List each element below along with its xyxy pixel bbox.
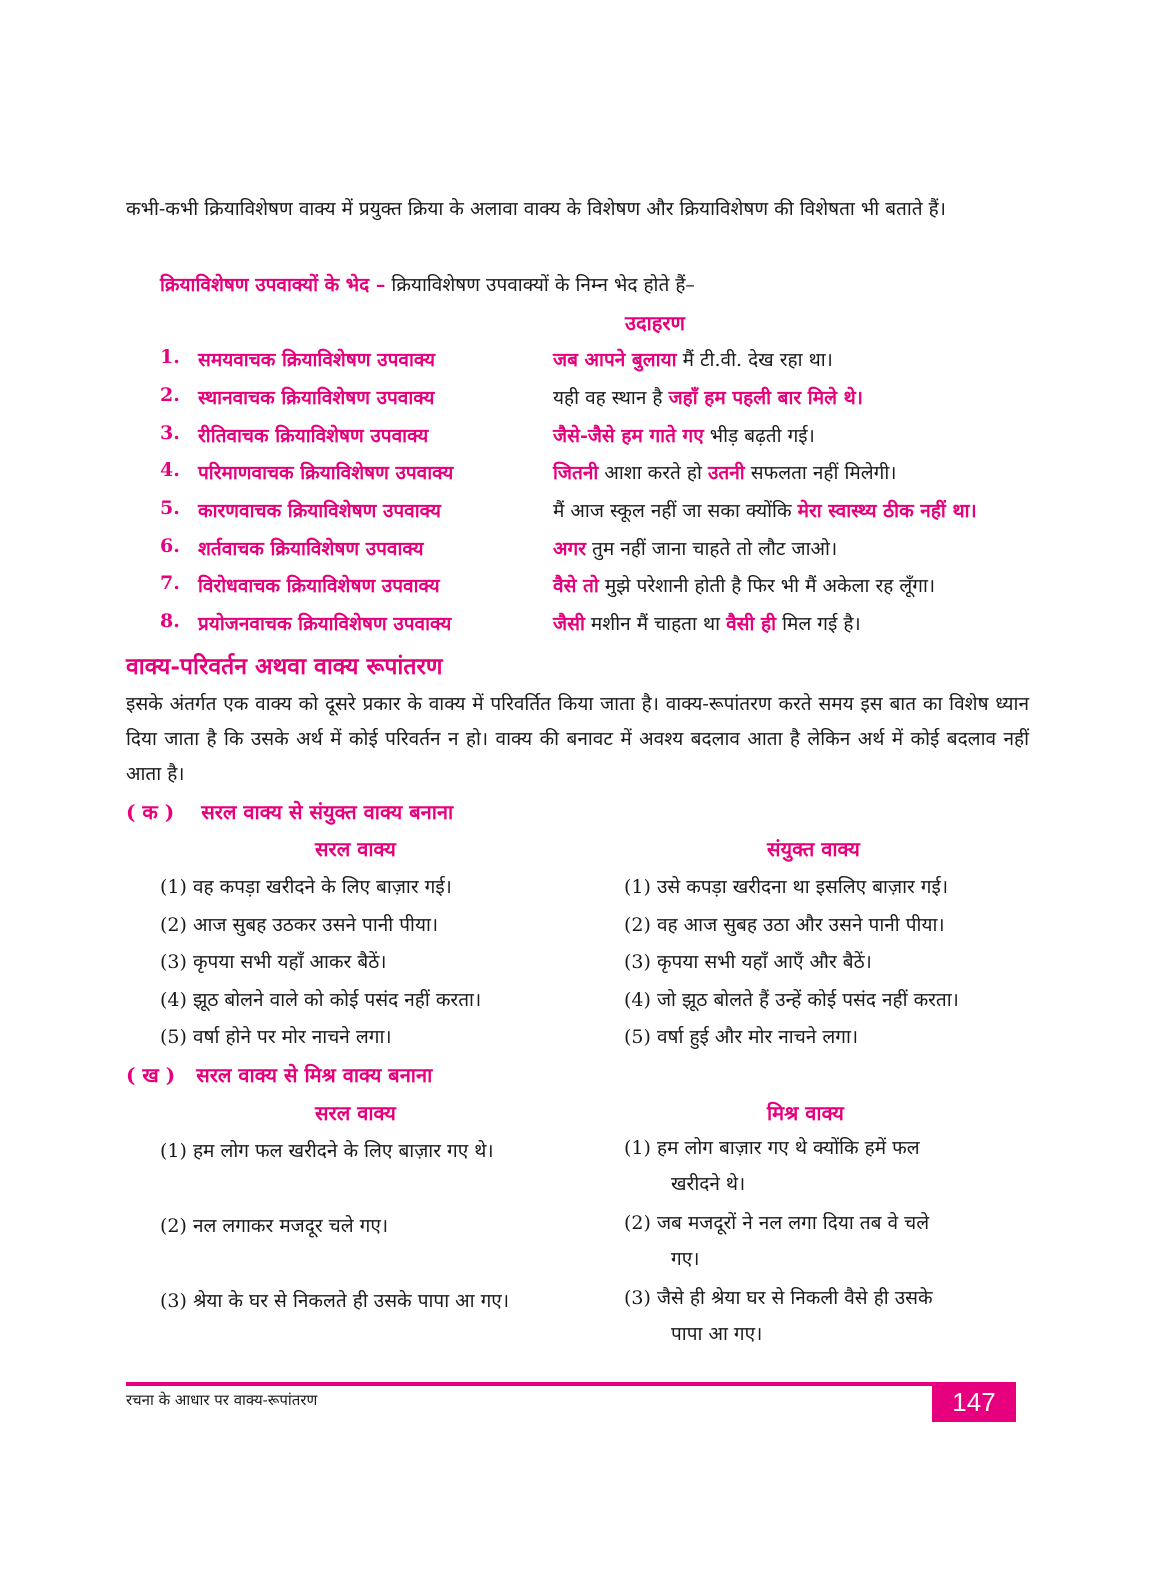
type-number: 8.	[160, 610, 180, 632]
example-highlight: जब आपने बुलाया	[553, 349, 677, 371]
list-item	[624, 1280, 1014, 1352]
list-item-line: खरीदने थे।	[671, 1173, 746, 1195]
example-text: मुझे परेशानी होती है फिर भी मैं अकेला रह लूँगा।	[598, 575, 936, 597]
list-item: (1) उसे कपड़ा खरीदना था इसलिए बाज़ार गई।	[624, 876, 949, 898]
type-name: शर्तवाचक क्रियाविशेषण उपवाक्य	[198, 538, 424, 560]
type-name: प्रयोजनवाचक क्रियाविशेषण उपवाक्य	[198, 613, 452, 635]
type-number: 7.	[160, 572, 180, 594]
type-name: विरोधवाचक क्रियाविशेषण उपवाक्य	[198, 575, 440, 597]
list-item: (1) हम लोग फल खरीदने के लिए बाज़ार गए थे।	[160, 1140, 494, 1162]
types-heading-line	[160, 271, 695, 297]
example-highlight: वैसी ही	[726, 613, 777, 635]
list-item	[624, 1205, 1014, 1277]
example-highlight: जहाँ हम पहली बार मिले थे।	[668, 387, 863, 409]
example-text: मैं टी.वी. देख रहा था।	[676, 349, 833, 371]
type-example	[553, 572, 935, 598]
type-example	[553, 459, 896, 485]
type-number: 2.	[160, 384, 180, 406]
footer-rule	[126, 1382, 932, 1386]
type-example	[553, 535, 837, 561]
list-item: (2) नल लगाकर मजदूर चले गए।	[160, 1215, 389, 1237]
types-heading: क्रियाविशेषण उपवाक्यों के भेद –	[160, 274, 386, 296]
type-number: 3.	[160, 422, 180, 444]
type-number: 1.	[160, 346, 180, 368]
types-intro: क्रियाविशेषण उपवाक्यों के निम्न भेद होते हैं–	[391, 274, 695, 296]
list-item-line: (1) हम लोग बाज़ार गए थे क्योंकि हमें फल	[624, 1137, 920, 1159]
intro-paragraph: कभी-कभी क्रियाविशेषण वाक्य में प्रयुक्त क्रिया के अलावा वाक्य के विशेषण और क्रियाविशेषण की विशेषता भी बताते हैं।	[126, 198, 946, 220]
part-ka-left-heading: सरल वाक्य	[315, 837, 396, 861]
list-item	[624, 1130, 1014, 1202]
part-kha-label: ( ख )	[126, 1063, 176, 1087]
type-name: रीतिवाचक क्रियाविशेषण उपवाक्य	[198, 425, 429, 447]
list-item: (5) वर्षा होने पर मोर नाचने लगा।	[160, 1026, 392, 1048]
section-title: वाक्य-परिवर्तन अथवा वाक्य रूपांतरण	[126, 653, 443, 680]
type-name: स्थानवाचक क्रियाविशेषण उपवाक्य	[198, 387, 435, 409]
part-kha-right-heading: मिश्र वाक्य	[767, 1101, 844, 1125]
type-name: परिमाणवाचक क्रियाविशेषण उपवाक्य	[198, 462, 454, 484]
example-text: आशा करते हो	[598, 462, 708, 484]
list-item: (4) झूठ बोलने वाले को कोई पसंद नहीं करता।	[160, 989, 482, 1011]
example-text: सफलता नहीं मिलेगी।	[744, 462, 897, 484]
list-item: (3) श्रेया के घर से निकलते ही उसके पापा आ गए।	[160, 1290, 510, 1312]
example-text: यही वह स्थान है	[553, 387, 669, 409]
list-item: (3) कृपया सभी यहाँ आएँ और बैठें।	[624, 951, 872, 973]
example-highlight: उतनी	[707, 462, 745, 484]
example-text: भीड़ बढ़ती गई।	[703, 425, 815, 447]
list-item-line: (2) जब मजदूरों ने नल लगा दिया तब वे चले	[624, 1212, 930, 1234]
part-ka-title: सरल वाक्य से संयुक्त वाक्य बनाना	[201, 800, 454, 824]
example-text: तुम नहीं जाना चाहते तो लौट जाओ।	[585, 538, 838, 560]
part-kha-left-heading: सरल वाक्य	[315, 1101, 396, 1125]
list-item: (3) कृपया सभी यहाँ आकर बैठें।	[160, 951, 387, 973]
list-item: (2) आज सुबह उठकर उसने पानी पीया।	[160, 914, 439, 936]
type-number: 4.	[160, 459, 180, 481]
type-name: कारणवाचक क्रियाविशेषण उपवाक्य	[198, 500, 441, 522]
example-highlight: जैसी	[553, 613, 585, 635]
type-example	[553, 610, 861, 636]
example-text: मैं आज स्कूल नहीं जा सका क्योंकि	[553, 500, 798, 522]
type-number: 6.	[160, 535, 180, 557]
type-name: समयवाचक क्रियाविशेषण उपवाक्य	[198, 349, 436, 371]
part-ka-heading	[126, 798, 453, 825]
part-kha-title: सरल वाक्य से मिश्र वाक्य बनाना	[196, 1063, 433, 1087]
section-paragraph: इसके अंतर्गत एक वाक्य को दूसरे प्रकार के वाक्य में परिवर्तित किया जाता है। वाक्य-रूपांतरण करते समय इस बात का विशेष ध्यान दिया जाता है कि उसके अर्थ में कोई परिवर्तन न हो। वाक्य की बनावट में अवश्य बदलाव आता है लेकिन अर्थ में कोई बदलाव नहीं आता है।	[126, 693, 1029, 785]
type-example	[553, 497, 977, 523]
example-text: मशीन मैं चाहता था	[584, 613, 727, 635]
example-highlight: जैसे-जैसे हम गाते गए	[553, 425, 704, 447]
example-text: मिल गई है।	[776, 613, 861, 635]
page-number: 147	[932, 1382, 1016, 1422]
list-item-line: पापा आ गए।	[671, 1323, 763, 1345]
part-ka-label: ( क )	[126, 800, 175, 824]
type-example	[553, 422, 815, 448]
type-example	[553, 384, 863, 410]
list-item: (2) वह आज सुबह उठा और उसने पानी पीया।	[624, 914, 945, 936]
list-item-line: (3) जैसे ही श्रेया घर से निकली वैसे ही उसके	[624, 1287, 933, 1309]
example-highlight: जितनी	[553, 462, 599, 484]
part-kha-heading	[126, 1061, 432, 1088]
type-example	[553, 346, 833, 372]
example-highlight: अगर	[553, 538, 586, 560]
list-item: (4) जो झूठ बोलते हैं उन्हें कोई पसंद नहीं करता।	[624, 989, 959, 1011]
example-highlight: वैसे तो	[553, 575, 599, 597]
list-item: (5) वर्षा हुई और मोर नाचने लगा।	[624, 1026, 859, 1048]
list-item: (1) वह कपड़ा खरीदने के लिए बाज़ार गई।	[160, 876, 452, 898]
example-heading: उदाहरण	[625, 311, 686, 335]
example-highlight: मेरा स्वास्थ्य ठीक नहीं था।	[797, 500, 977, 522]
list-item-line: गए।	[671, 1248, 700, 1270]
part-ka-right-heading: संयुक्त वाक्य	[767, 837, 860, 861]
footer-chapter: रचना के आधार पर वाक्य-रूपांतरण	[126, 1391, 318, 1409]
type-number: 5.	[160, 497, 180, 519]
